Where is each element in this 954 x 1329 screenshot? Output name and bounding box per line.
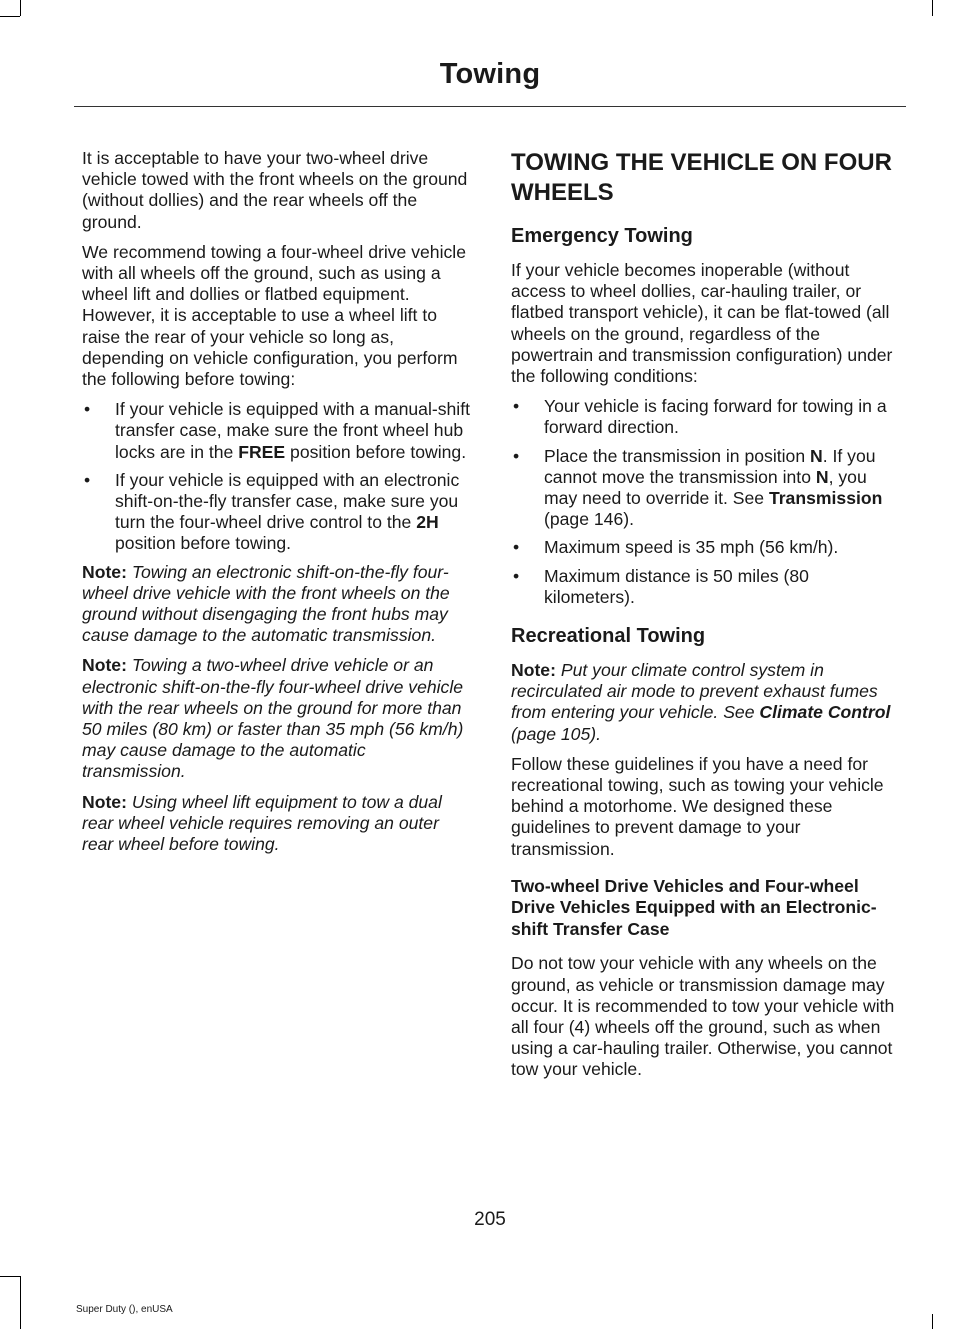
section-heading: TOWING THE VEHICLE ON FOUR WHEELS — [511, 149, 892, 206]
paragraph: We recommend towing a four-wheel drive vehicle with all wheels off the ground, such as using a wheel lift and dollies or flatbed equipment. However, it is acceptable to use a wheel lift to raise the rear of your vehicle so long as, depending on vehicle configuration, you perform the following before towing: — [82, 241, 466, 390]
paragraph: If your vehicle becomes inoperable (without access to wheel dollies, car-hauling trailer, or flatbed transport vehicle), it can be flat-towed (all wheels on the ground, regardless of the powertrain and transmission configuration) under the following conditions: — [511, 260, 893, 387]
crop-mark — [932, 1314, 933, 1329]
list-item — [511, 537, 903, 558]
bullet-icon: • — [513, 396, 520, 417]
setting-label: FREE — [238, 441, 286, 462]
transmission-link[interactable]: Transmission — [768, 488, 883, 509]
note-text: Put your climate control system in recirculated air mode to prevent exhaust fumes from entering your vehicle. See — [511, 660, 878, 723]
subsection-heading-emergency: Emergency Towing — [511, 225, 693, 247]
list-item-text: Place the transmission in position — [544, 445, 810, 466]
bullet-icon: • — [513, 565, 520, 586]
note — [511, 660, 903, 745]
left-column — [82, 148, 474, 864]
setting-label: 2H — [416, 512, 439, 533]
list-item-text: Your vehicle is facing forward for towing in a forward direction. — [544, 396, 887, 438]
page-number: 205 — [474, 1209, 506, 1230]
note-text: Using wheel lift equipment to tow a dual rear wheel vehicle requires removing an outer rear wheel before towing. — [82, 791, 442, 855]
list-item-text: If your vehicle is equipped with a manual-shift transfer case, make sure the front wheel hub locks are in the — [115, 399, 470, 462]
note-label: Note: — [82, 561, 127, 582]
list-item-text: Maximum distance is 50 miles (80 kilometers). — [544, 565, 809, 607]
list-item-text: (page 146). — [544, 509, 634, 530]
list-item — [511, 566, 903, 608]
note — [82, 792, 474, 856]
bullet-list — [82, 399, 474, 554]
bullet-icon: • — [513, 537, 520, 558]
paragraph: It is acceptable to have your two-wheel drive vehicle towed with the front wheels on the ground (without dollies) and the rear wheels off the ground. — [82, 148, 468, 232]
gear-position: N — [810, 445, 823, 466]
list-item — [511, 396, 903, 438]
note-text: (page 105). — [511, 723, 601, 744]
title-divider — [74, 106, 906, 107]
subsection-heading-recreational: Recreational Towing — [511, 625, 706, 648]
bullet-list — [511, 396, 903, 608]
note-label: Note: — [511, 660, 556, 681]
page-title: Towing — [439, 58, 541, 90]
note-label: Note: — [82, 791, 127, 812]
bullet-icon: • — [84, 399, 91, 420]
note-text: Towing a two-wheel drive vehicle or an electronic shift-on-the-fly four-wheel drive vehicle with the rear wheels on the ground for more than 50 miles (80 km) or faster than 35 mph (56 km/h) may cause damage to the automatic transmission. — [82, 655, 464, 782]
list-item-text: position before towing. — [285, 441, 467, 462]
note — [82, 562, 474, 647]
crop-mark — [0, 16, 20, 17]
list-item-text: , you may need to override it. See — [544, 466, 867, 509]
crop-mark — [932, 0, 933, 16]
list-item-text: If your vehicle is equipped with an electronic shift-on-the-fly transfer case, make sure you turn the four-wheel drive control to the — [115, 469, 460, 533]
gear-position: N — [815, 466, 829, 487]
paragraph: Follow these guidelines if you have a need for recreational towing, such as towing your vehicle behind a motorhome. We designed these guidelines to prevent damage to your transmission. — [511, 753, 884, 859]
note — [82, 655, 474, 782]
minor-heading: Two-wheel Drive Vehicles and Four-wheel Drive Vehicles Equipped with an Electronic-shift Transfer Case — [511, 875, 877, 939]
list-item-text: . If you cannot move the transmission into — [544, 445, 876, 487]
crop-mark — [20, 1276, 21, 1329]
climate-control-link[interactable]: Climate Control — [759, 702, 891, 723]
note-label: Note: — [82, 655, 127, 676]
bullet-icon: • — [84, 469, 91, 490]
crop-mark — [0, 1276, 20, 1277]
note-text: Towing an electronic shift-on-the-fly four-wheel drive vehicle with the front wheels on the ground without disengaging the front hubs may cause damage to the automatic transmission. — [82, 561, 450, 646]
list-item — [82, 470, 474, 555]
list-item — [511, 446, 903, 531]
list-item — [82, 399, 474, 463]
right-column — [511, 148, 903, 1090]
crop-mark — [20, 0, 21, 16]
bullet-icon: • — [513, 445, 520, 466]
footer-text: Super Duty (), enUSA — [76, 1304, 173, 1315]
list-item-text: Maximum speed is 35 mph (56 km/h). — [544, 537, 839, 558]
list-item-text: position before towing. — [115, 533, 292, 554]
paragraph: Do not tow your vehicle with any wheels on the ground, as vehicle or transmission damage may occur. It is recommended to tow your vehicle with all four (4) wheels off the ground, such as when using a car-hauling trailer. Otherwise, you cannot tow your vehicle. — [511, 953, 895, 1080]
